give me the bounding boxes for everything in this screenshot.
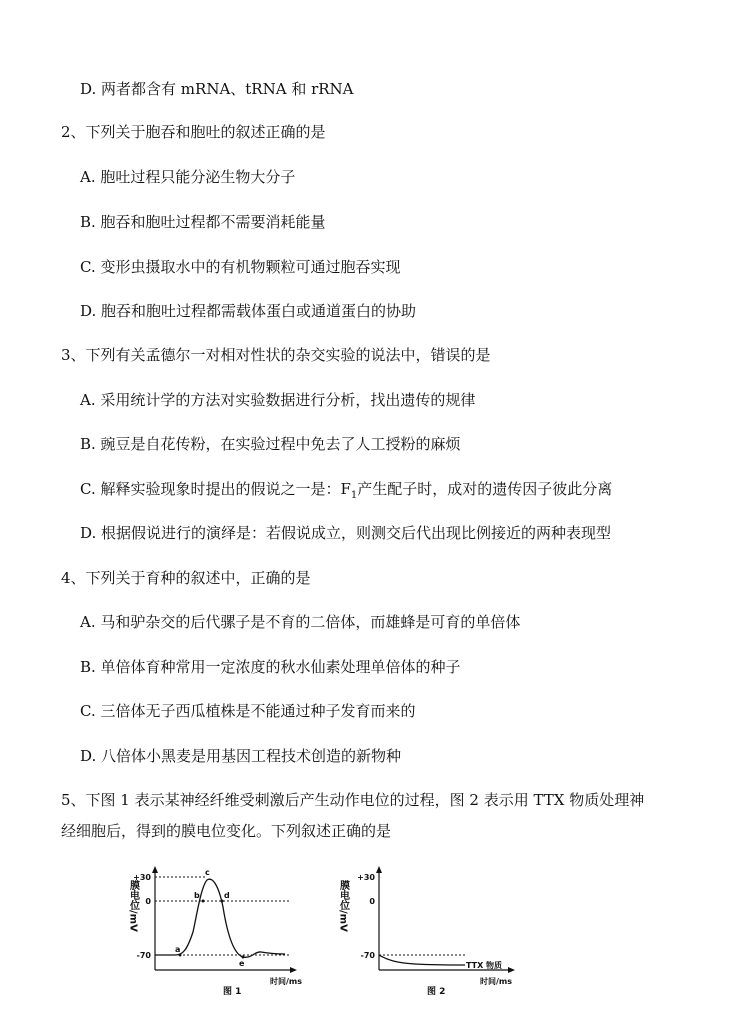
fig2-series-label: TTX 物质 xyxy=(466,961,503,970)
fig1-dot-a xyxy=(179,954,182,957)
q4-option-d: D. 八倍体小黑麦是用基因工程技术创造的新物种 xyxy=(80,747,402,765)
q2-stem: 2、下列关于胞吞和胞吐的叙述正确的是 xyxy=(61,123,326,141)
fig1-ytick-70: -70 xyxy=(136,951,151,960)
fig1-ytick-0: 0 xyxy=(145,897,151,906)
q4-option-b: B. 单倍体育种常用一定浓度的秋水仙素处理单倍体的种子 xyxy=(80,658,461,676)
q3-option-c-pre: C. 解释实验现象时提出的假说之一是：F xyxy=(80,480,351,498)
fig1-point-b: b xyxy=(194,891,200,900)
fig2-xlabel: 时间/ms xyxy=(480,977,513,986)
q1-option-d: D. 两者都含有 mRNA、tRNA 和 rRNA xyxy=(80,80,354,98)
q3-option-c xyxy=(80,479,612,506)
fig1-point-e: e xyxy=(239,959,245,968)
q3-stem: 3、下列有关孟德尔一对相对性状的杂交实验的说法中，错误的是 xyxy=(61,346,491,364)
fig1-xlabel: 时间/ms xyxy=(270,977,303,986)
q4-option-a: A. 马和驴杂交的后代骡子是不育的二倍体，而雄蜂是可育的单倍体 xyxy=(80,613,521,631)
fig2-x-arrow xyxy=(508,967,515,973)
q3-option-c-sub: 1 xyxy=(350,490,358,501)
fig1-dot-e xyxy=(242,956,245,959)
q5-stem-line1: 5、下图 1 表示某神经纤维受刺激后产生动作电位的过程，图 2 表示用 TTX 物质处理神 xyxy=(61,791,645,809)
q2-option-c: C. 变形虫摄取水中的有机物颗粒可通过胞吞实现 xyxy=(80,258,401,276)
fig1-ylabel: 膜电位/mV xyxy=(127,880,139,932)
fig2-ytick-70: -70 xyxy=(360,951,375,960)
fig1-dot-d xyxy=(221,900,224,903)
q3-option-a: A. 采用统计学的方法对实验数据进行分析，找出遗传的规律 xyxy=(80,391,476,409)
fig2-caption: 图 2 xyxy=(427,987,446,997)
figure-2 xyxy=(335,862,525,1002)
fig1-y-arrow xyxy=(152,866,158,873)
q3-option-b: B. 豌豆是自花传粉，在实验过程中免去了人工授粉的麻烦 xyxy=(80,435,461,453)
q3-option-d: D. 根据假说进行的演绎是：若假说成立，则测交后代出现比例接近的两种表现型 xyxy=(80,524,612,542)
fig2-y-arrow xyxy=(376,866,382,873)
figure-1 xyxy=(125,862,305,1002)
fig2-ytick-30: +30 xyxy=(357,873,375,882)
fig1-point-c: c xyxy=(205,868,210,877)
q3-option-c-post: 产生配子时，成对的遗传因子彼此分离 xyxy=(357,480,613,498)
fig2-ttx-curve xyxy=(379,955,465,965)
q4-option-c: C. 三倍体无子西瓜植株是不能通过种子发育而来的 xyxy=(80,702,416,720)
fig2-ytick-0: 0 xyxy=(369,897,375,906)
fig1-point-d: d xyxy=(224,891,230,900)
q5-stem-line2: 经细胞后，得到的膜电位变化。下列叙述正确的是 xyxy=(61,822,392,840)
q2-option-d: D. 胞吞和胞吐过程都需载体蛋白或通道蛋白的协助 xyxy=(80,302,417,320)
q2-option-a: A. 胞吐过程只能分泌生物大分子 xyxy=(80,168,296,186)
fig1-ytick-30: +30 xyxy=(133,873,151,882)
q2-option-b: B. 胞吞和胞吐过程都不需要消耗能量 xyxy=(80,213,326,231)
q4-stem: 4、下列关于育种的叙述中，正确的是 xyxy=(61,569,311,587)
fig1-point-a: a xyxy=(175,945,181,954)
fig2-ylabel: 膜电位/mV xyxy=(337,880,349,932)
fig1-x-arrow xyxy=(290,967,297,973)
fig1-caption: 图 1 xyxy=(223,987,242,997)
fig1-dot-b xyxy=(202,900,205,903)
